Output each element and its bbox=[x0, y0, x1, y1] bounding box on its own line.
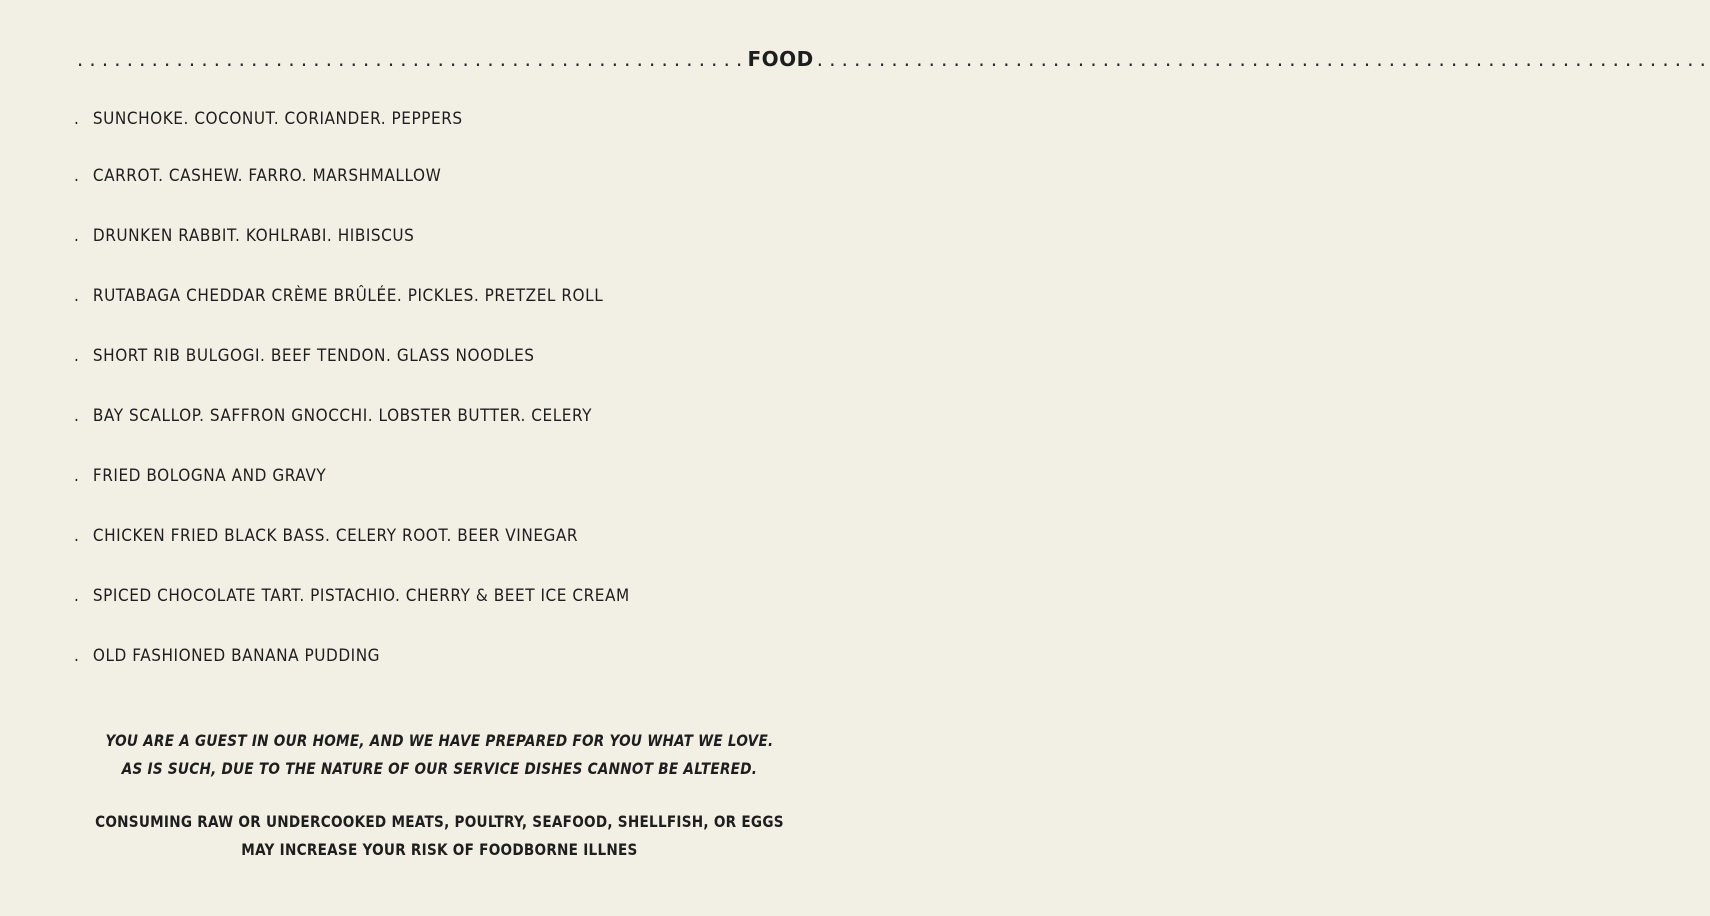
menu-item-text: RUTABAGA CHEDDAR CRÈME BRÛLÉE. PICKLES. PRETZEL ROLL bbox=[92, 286, 604, 306]
menu-item bbox=[74, 161, 630, 221]
guest-notice-line-1: YOU ARE A GUEST IN OUR HOME, AND WE HAVE PREPARED FOR YOU WHAT WE LOVE. bbox=[105, 731, 774, 750]
menu-item-text: DRUNKEN RABBIT. KOHLRABI. HIBISCUS bbox=[92, 226, 415, 246]
guest-notice-line-2: AS IS SUCH, DUE TO THE NATURE OF OUR SERVICE DISHES CANNOT BE ALTERED. bbox=[121, 759, 758, 778]
menu-item bbox=[74, 281, 630, 341]
menu-item-text: OLD FASHIONED BANANA PUDDING bbox=[92, 646, 381, 666]
menu-item-text: CARROT. CASHEW. FARRO. MARSHMALLOW bbox=[92, 166, 442, 186]
bullet: . bbox=[74, 406, 80, 426]
bullet: . bbox=[74, 166, 80, 186]
bullet: . bbox=[74, 646, 80, 666]
menu-item bbox=[74, 581, 630, 641]
health-warning-line-1: CONSUMING RAW OR UNDERCOOKED MEATS, POULTRY, SEAFOOD, SHELLFISH, OR EGGS bbox=[95, 812, 784, 831]
bullet: . bbox=[74, 466, 80, 486]
bullet: . bbox=[74, 586, 80, 606]
health-warning-line-2: MAY INCREASE YOUR RISK OF FOODBORNE ILLNES bbox=[241, 840, 638, 859]
section-heading bbox=[75, 44, 1710, 74]
menu-item-text: CHICKEN FRIED BLACK BASS. CELERY ROOT. BEER VINEGAR bbox=[92, 526, 579, 546]
menu-item-text: BAY SCALLOP. SAFFRON GNOCCHI. LOBSTER BUTTER. CELERY bbox=[92, 406, 593, 426]
menu-item-text: SUNCHOKE. COCONUT. CORIANDER. PEPPERS bbox=[92, 109, 463, 129]
menu-item-text: SPICED CHOCOLATE TART. PISTACHIO. CHERRY & BEET ICE CREAM bbox=[92, 586, 630, 606]
menu-item bbox=[74, 401, 630, 461]
health-warning bbox=[0, 808, 879, 864]
menu-item bbox=[74, 521, 630, 581]
bullet: . bbox=[74, 346, 80, 366]
menu-item bbox=[74, 641, 630, 701]
menu-item bbox=[74, 221, 630, 281]
bullet: . bbox=[74, 226, 80, 246]
menu-item bbox=[74, 341, 630, 401]
bullet: . bbox=[74, 526, 80, 546]
section-title: FOOD bbox=[747, 47, 814, 71]
menu-item bbox=[74, 461, 630, 521]
menu-item-text: FRIED BOLOGNA AND GRAVY bbox=[92, 466, 327, 486]
bullet: . bbox=[74, 286, 80, 306]
dot-leader-left: ...................................................... bbox=[75, 51, 747, 71]
menu-list bbox=[74, 104, 691, 701]
guest-notice bbox=[0, 727, 879, 783]
dot-leader-right: ........................................................................ bbox=[814, 51, 1710, 71]
menu-item bbox=[74, 104, 630, 161]
bullet: . bbox=[74, 109, 80, 129]
menu-item-text: SHORT RIB BULGOGI. BEEF TENDON. GLASS NOODLES bbox=[92, 346, 535, 366]
